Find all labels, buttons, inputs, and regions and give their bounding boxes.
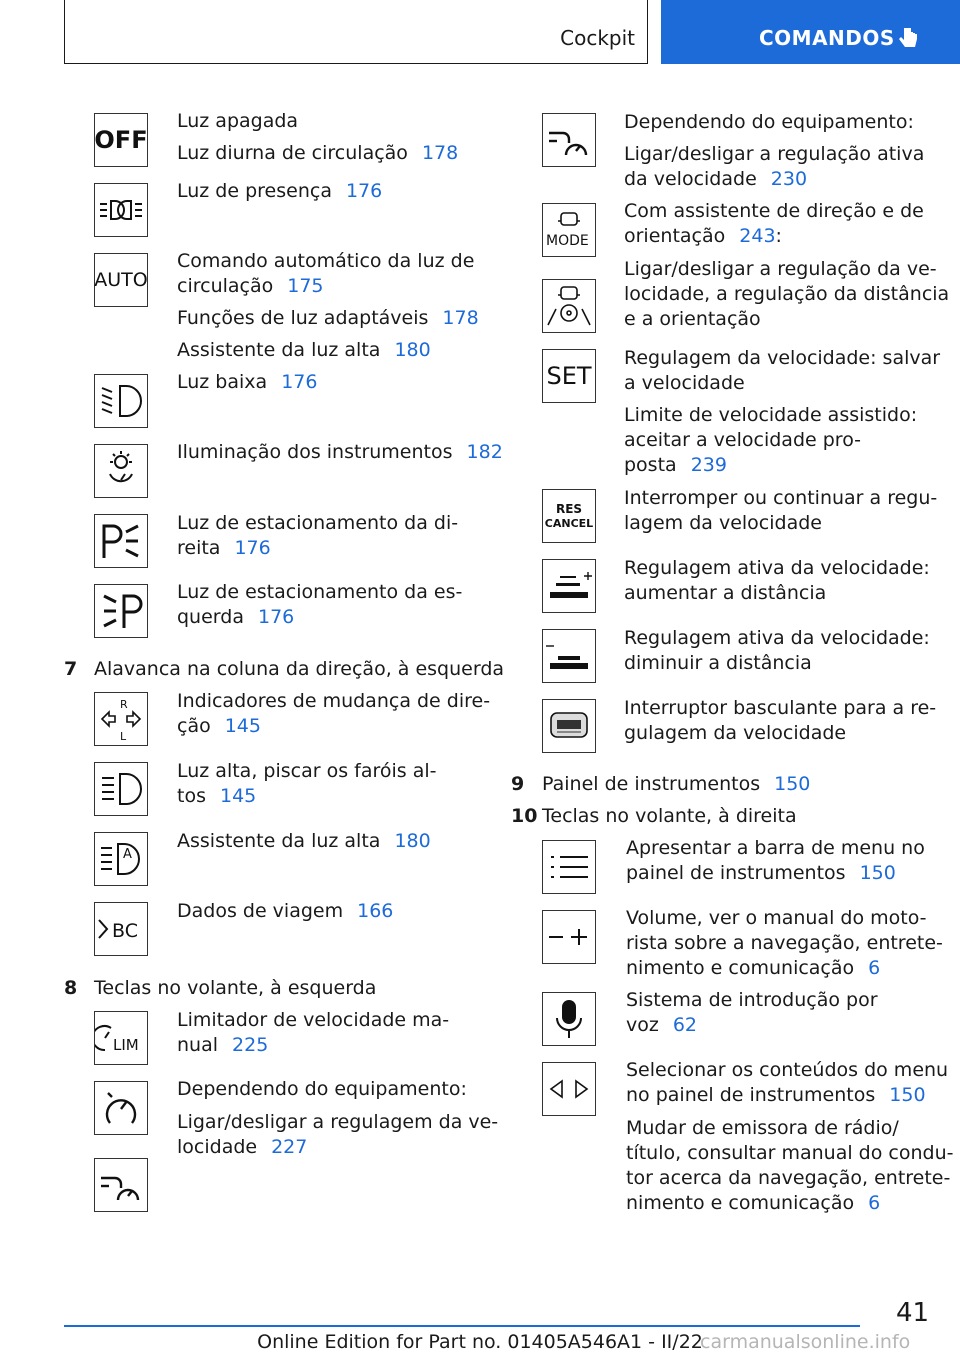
page-ref-link[interactable]: 145 xyxy=(219,785,257,807)
svg-text:LIM: LIM xyxy=(113,1036,139,1054)
page-ref-link[interactable]: 150 xyxy=(774,773,811,795)
item-alta-line2: tos 145 xyxy=(177,785,257,807)
item-auto-line2: circulação 175 xyxy=(177,275,324,297)
item-dep: Dependendo do equipamento: xyxy=(177,1078,467,1100)
item-reg-line2: locidade 227 xyxy=(177,1136,308,1158)
r-item-lig-line2: locidade, a regulação da distância xyxy=(624,283,950,305)
r-item-dist-up-line2: aumentar a distância xyxy=(624,582,827,604)
r-item-vol-line1: Volume, ver o manual do moto- xyxy=(626,907,927,929)
item-ind-line1: Indicadores de mudança de dire- xyxy=(177,690,491,712)
heading-7: Alavanca na coluna da direção, à esquerda xyxy=(94,658,505,680)
instrument-lighting-icon xyxy=(94,444,148,498)
r-item-assist-line2: orientação 243: xyxy=(624,225,782,247)
item-lim-line1: Limitador de velocidade ma- xyxy=(177,1009,450,1031)
page-ref-link[interactable]: 6 xyxy=(868,957,881,979)
page-ref-link[interactable]: 145 xyxy=(224,715,261,737)
page-ref-link[interactable]: 175 xyxy=(287,275,324,297)
page-ref-link[interactable]: 180 xyxy=(394,830,431,852)
page-ref-link[interactable]: 239 xyxy=(690,454,727,476)
trip-data-icon xyxy=(94,902,148,956)
item-ind-line2: ção 145 xyxy=(177,715,261,737)
r-item-vol-line2: rista sobre a navegação, entrete- xyxy=(626,932,943,954)
item-auto-line1: Comando automático da luz de xyxy=(177,250,475,272)
page-ref-link[interactable]: 225 xyxy=(232,1034,269,1056)
item-adapt: Funções de luz adaptáveis 178 xyxy=(177,307,479,329)
r-item-menu-line1: Apresentar a barra de menu no xyxy=(626,837,925,859)
item-lim-line2: nual 225 xyxy=(177,1034,269,1056)
footer-divider xyxy=(64,1325,860,1327)
r-item-sel-line2: no painel de instrumentos 150 xyxy=(626,1084,926,1106)
menu-icon xyxy=(542,840,596,894)
off-icon: OFF xyxy=(94,113,148,167)
header-section-box xyxy=(64,0,648,64)
item-alta-line1: Luz alta, piscar os faróis al- xyxy=(177,760,437,782)
left-right-select-icon xyxy=(542,1062,596,1116)
item-ilum: Iluminação dos instrumentos 182 xyxy=(177,441,503,463)
item-est-esq-line1: Luz de estacionamento da es- xyxy=(177,581,463,603)
rocker-switch-icon xyxy=(542,699,596,753)
page-ref-link[interactable]: 178 xyxy=(421,142,459,164)
auto-light-icon: AUTO xyxy=(94,253,148,307)
page-ref-link[interactable]: 176 xyxy=(234,537,271,559)
svg-text:MODE: MODE xyxy=(546,233,589,249)
chapter-title: COMANDOS xyxy=(759,26,895,50)
r-item-dep: Dependendo do equipamento: xyxy=(624,111,914,133)
r-item-dist-dn-line2: diminuir a distância xyxy=(624,652,812,674)
high-beam-assist-icon xyxy=(94,832,148,886)
r-item-voz-line1: Sistema de introdução por xyxy=(626,989,878,1011)
active-cruise-control-icon xyxy=(542,113,596,167)
r-item-rocker-line1: Interruptor basculante para a re- xyxy=(624,697,937,719)
parking-light-right-icon xyxy=(94,514,148,568)
edition-label: Online Edition for Part no. 01405A546A1 - II/22 xyxy=(257,1331,703,1353)
r-item-voz-line2: voz 62 xyxy=(626,1014,698,1036)
svg-text:CANCEL: CANCEL xyxy=(544,517,594,530)
r-item-sel-line1: Selecionar os conteúdos do menu xyxy=(626,1059,949,1081)
r-item-rocker-line2: gulagem da velocidade xyxy=(624,722,847,744)
svg-text:A: A xyxy=(123,847,132,862)
section-title: Cockpit xyxy=(560,26,635,50)
item-est-esq-line2: querda 176 xyxy=(177,606,295,628)
distance-increase-icon xyxy=(542,559,596,613)
item-number-9: 9 xyxy=(511,773,525,795)
hand-pointer-icon xyxy=(897,26,919,56)
r-item-acc-line1: Ligar/desligar a regulação ativa xyxy=(624,143,925,165)
r-item-dist-up-line1: Regulagem ativa da velocidade: xyxy=(624,557,930,579)
r-item-mud-line4: nimento e comunicação 6 xyxy=(626,1192,881,1214)
r-item-lig-line3: e a orientação xyxy=(624,308,761,330)
assist-mode-icon xyxy=(542,203,596,257)
page-ref-link[interactable]: 166 xyxy=(357,900,394,922)
item-est-dir-line2: reita 176 xyxy=(177,537,271,559)
page-ref-link[interactable]: 243 xyxy=(739,225,776,247)
parking-light-left-icon xyxy=(94,584,148,638)
r-item-mud-line2: título, consultar manual do condu- xyxy=(626,1142,954,1164)
item-assist2: Assistente da luz alta 180 xyxy=(177,830,431,852)
item-est-dir-line1: Luz de estacionamento da di- xyxy=(177,512,459,534)
parking-lights-icon xyxy=(94,183,148,237)
page-ref-link[interactable]: 230 xyxy=(770,168,808,190)
page-ref-link[interactable]: 227 xyxy=(271,1136,308,1158)
page-ref-link[interactable]: 178 xyxy=(442,307,479,329)
item-baixa: Luz baixa 176 xyxy=(177,371,318,393)
item-bc: Dados de viagem 166 xyxy=(177,900,394,922)
page-ref-link[interactable]: 176 xyxy=(345,180,383,202)
r-item-set-line1: Regulagem da velocidade: salvar xyxy=(624,347,941,369)
watermark: carmanualsonline.info xyxy=(700,1331,911,1353)
svg-text:RES: RES xyxy=(555,502,583,516)
r-item-res-line2: lagem da velocidade xyxy=(624,512,822,534)
r-item-res-line1: Interromper ou continuar a regu- xyxy=(624,487,938,509)
r-item-lim-line1: Limite de velocidade assistido: xyxy=(624,404,918,426)
page-ref-link[interactable]: 150 xyxy=(859,862,896,884)
item-assist-alta: Assistente da luz alta 180 xyxy=(177,339,431,361)
page-ref-link[interactable]: 182 xyxy=(466,441,503,463)
heading-10: Teclas no volante, à direita xyxy=(542,805,797,827)
svg-text:R: R xyxy=(120,698,128,711)
r-item-lig-line1: Ligar/desligar a regulação da ve- xyxy=(624,258,937,280)
r-item-menu-line2: painel de instrumentos 150 xyxy=(626,862,896,884)
page-number: 41 xyxy=(896,1298,930,1328)
page-ref-link[interactable]: 176 xyxy=(281,371,318,393)
item-reg-line1: Ligar/desligar a regulagem da ve- xyxy=(177,1111,499,1133)
heading-9: Painel de instrumentos 150 xyxy=(542,773,811,795)
low-beam-icon xyxy=(94,374,148,428)
r-item-set-line2: a velocidade xyxy=(624,372,745,394)
r-item-assist-line1: Com assistente de direção e de xyxy=(624,200,924,222)
r-item-vol-line3: nimento e comunicação 6 xyxy=(626,957,881,979)
microphone-icon xyxy=(542,992,596,1046)
r-item-mud-line3: tor acerca da navegação, entrete- xyxy=(626,1167,951,1189)
turn-signal-icon xyxy=(94,692,148,746)
page-ref-link[interactable]: 6 xyxy=(868,1192,881,1214)
steering-assist-icon xyxy=(542,279,596,333)
volume-icon xyxy=(542,910,596,964)
item-number-7: 7 xyxy=(64,658,78,680)
r-item-lim-line3: posta 239 xyxy=(624,454,727,476)
item-number-10: 10 xyxy=(511,805,538,827)
active-cruise-control-icon xyxy=(94,1158,148,1212)
item-luz-diurna: Luz diurna de circulação 178 xyxy=(177,142,459,164)
r-item-acc-line2: da velocidade 230 xyxy=(624,168,808,190)
svg-text:BC: BC xyxy=(112,920,138,942)
page-ref-link[interactable]: 150 xyxy=(889,1084,926,1106)
set-icon: SET xyxy=(542,349,596,403)
r-item-mud-line1: Mudar de emissora de rádio/ xyxy=(626,1117,899,1139)
r-item-lim-line2: aceitar a velocidade pro- xyxy=(624,429,862,451)
page-ref-link[interactable]: 180 xyxy=(394,339,431,361)
cruise-control-icon xyxy=(94,1081,148,1135)
distance-decrease-icon xyxy=(542,629,596,683)
page-ref-link[interactable]: 62 xyxy=(672,1014,698,1036)
item-number-8: 8 xyxy=(64,977,78,999)
item-presenca: Luz de presença 176 xyxy=(177,180,383,202)
heading-8: Teclas no volante, à esquerda xyxy=(94,977,377,999)
high-beam-icon xyxy=(94,762,148,816)
speed-limiter-icon xyxy=(94,1011,148,1065)
svg-text:L: L xyxy=(120,730,127,742)
header-chapter-box xyxy=(661,0,960,64)
res-cancel-icon xyxy=(542,489,596,543)
item-luz-apagada: Luz apagada xyxy=(177,110,299,132)
page-ref-link[interactable]: 176 xyxy=(257,606,295,628)
r-item-dist-dn-line1: Regulagem ativa da velocidade: xyxy=(624,627,930,649)
